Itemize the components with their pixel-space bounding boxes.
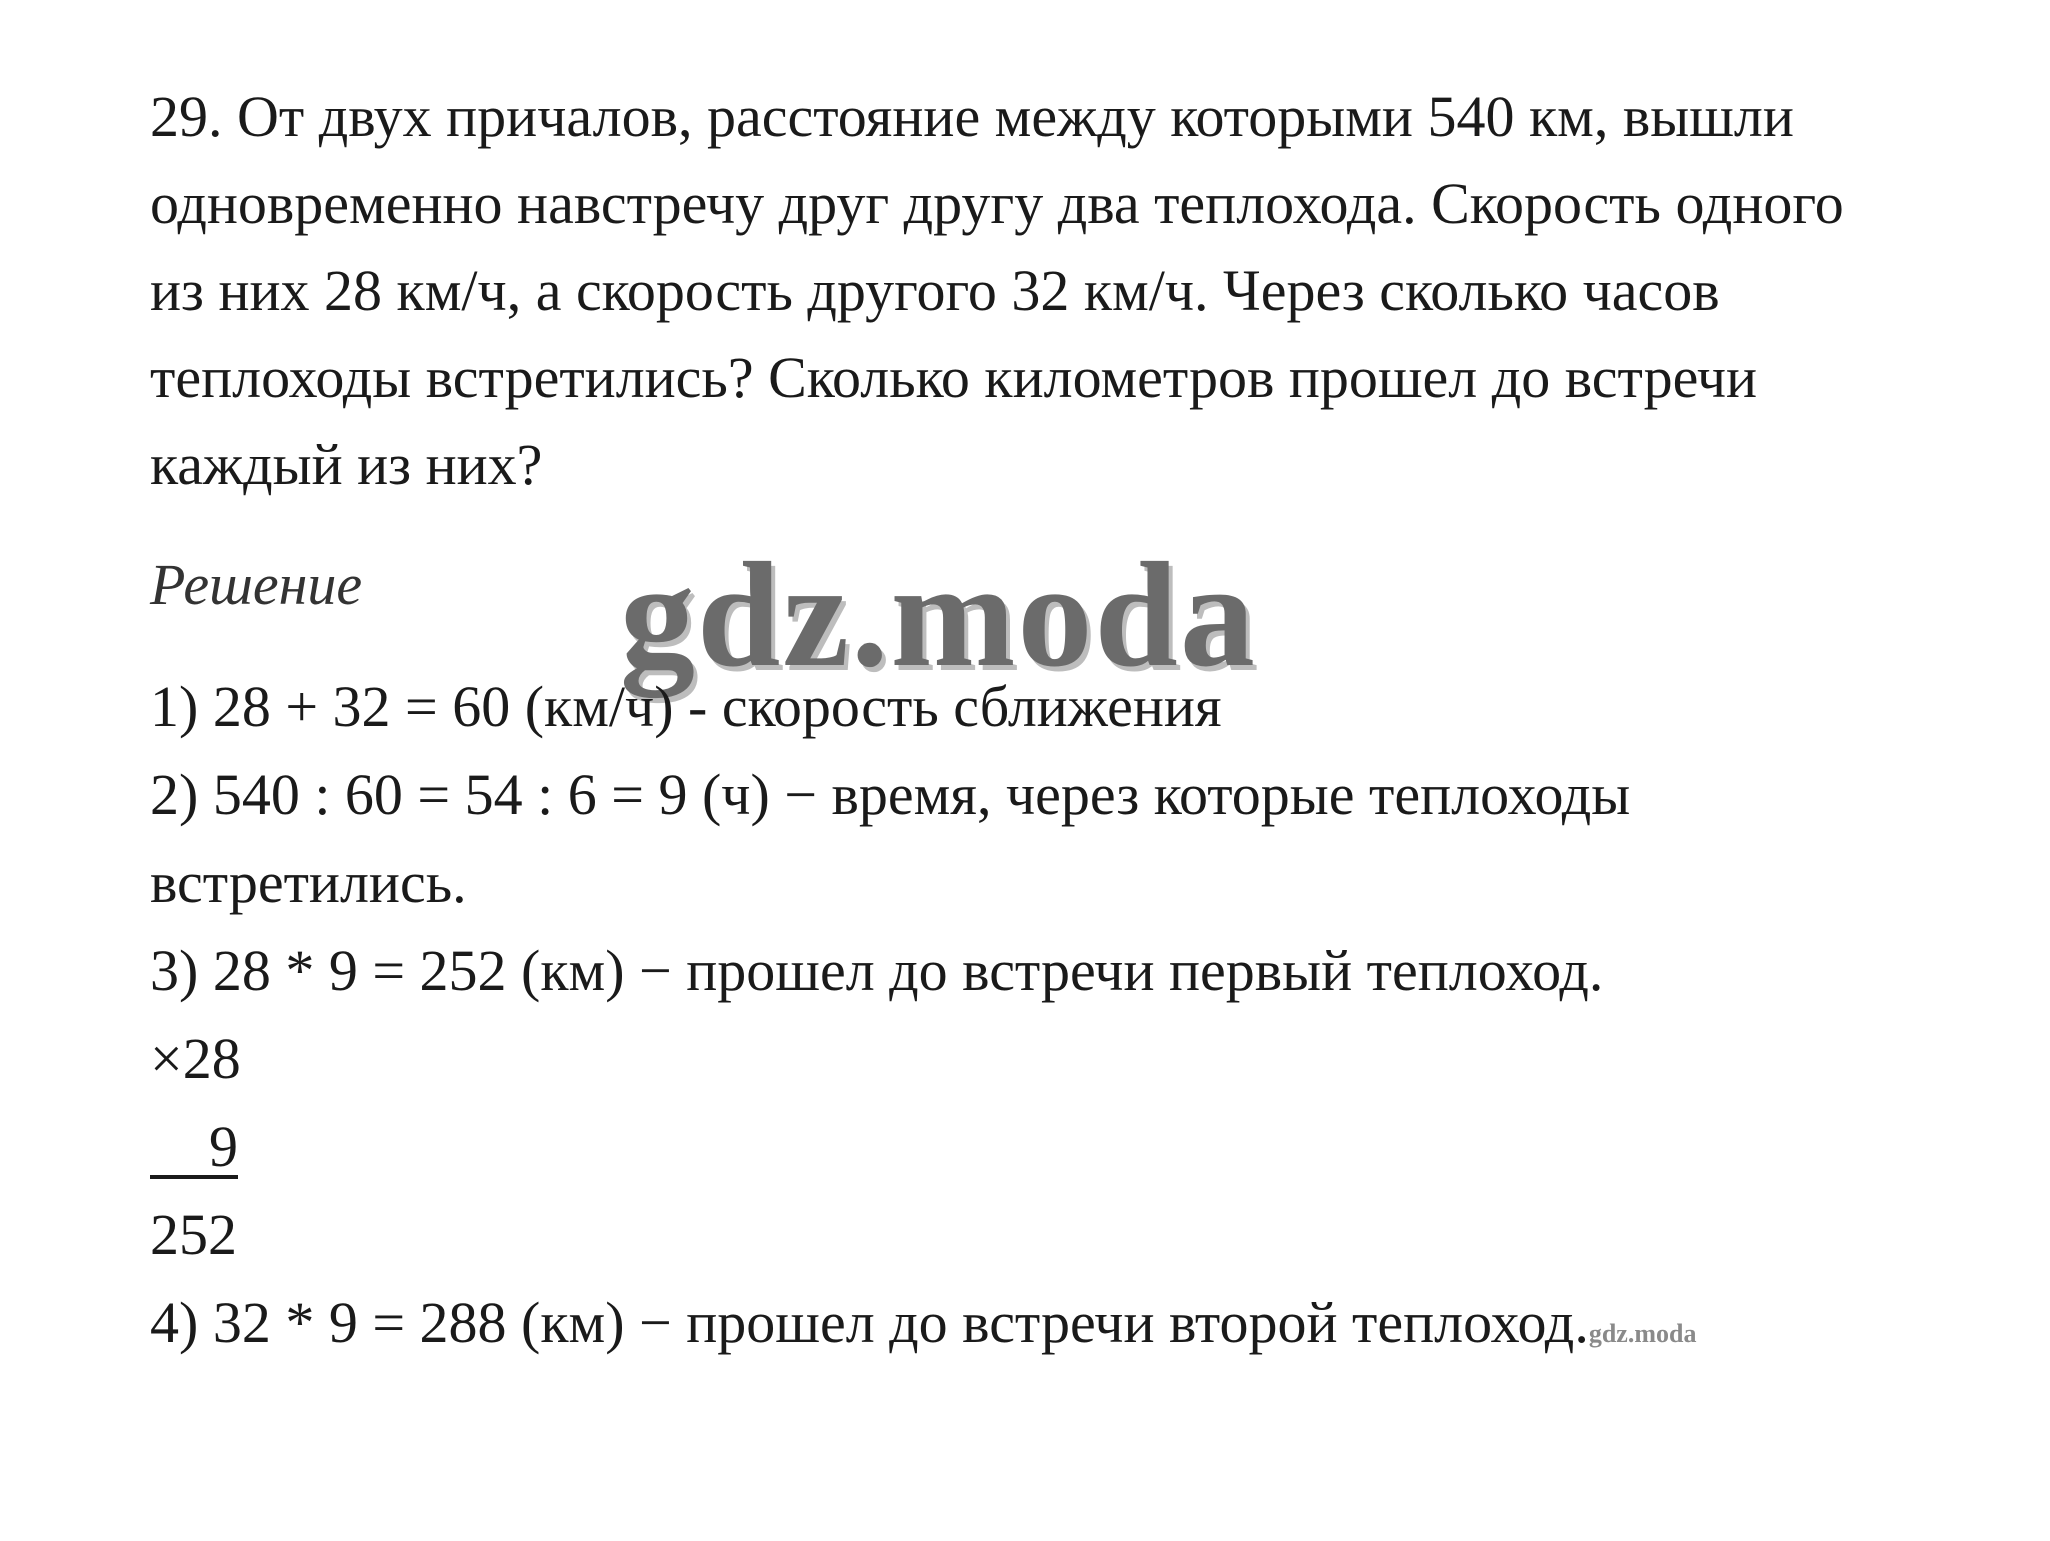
faded-header-artifact <box>200 0 1600 20</box>
solution-step-3: 3) 28 * 9 = 252 (км) − прошел до встречи первый теплоход. <box>150 938 1604 1003</box>
problem-line-2: одновременно навстречу друг другу два теплохода. Скорость одного <box>150 171 1844 236</box>
column-multiplier-row <box>150 1114 238 1179</box>
solution-step-1: 1) 28 + 32 = 60 (км/ч) - скорость сближения <box>150 674 1222 739</box>
column-multiplicand: ×28 <box>150 1026 241 1091</box>
column-multiplier: 9 <box>150 1119 238 1179</box>
solution-step-4: 4) 32 * 9 = 288 (км) − прошел до встречи второй теплоход. <box>150 1290 1589 1355</box>
problem-line-5: каждый из них? <box>150 432 543 497</box>
watermark-small: gdz.moda <box>1588 1319 1697 1348</box>
problem-line-1: 29. От двух причалов, расстояние между которыми 540 км, вышли <box>150 84 1794 149</box>
solution-step-4-row <box>150 1290 1697 1363</box>
solution-step-2: 2) 540 : 60 = 54 : 6 = 9 (ч) − время, через которые теплоходы <box>150 762 1631 827</box>
solution-heading: Решение <box>150 552 363 617</box>
problem-line-3: из них 28 км/ч, а скорость другого 32 км/ч. Через сколько часов <box>150 258 1720 323</box>
problem-line-4: теплоходы встретились? Сколько километров прошел до встречи <box>150 345 1758 410</box>
column-result: 252 <box>150 1202 237 1267</box>
solution-step-2-continued: встретились. <box>150 850 467 915</box>
watermark-logo: gdz.moda <box>620 532 1257 698</box>
